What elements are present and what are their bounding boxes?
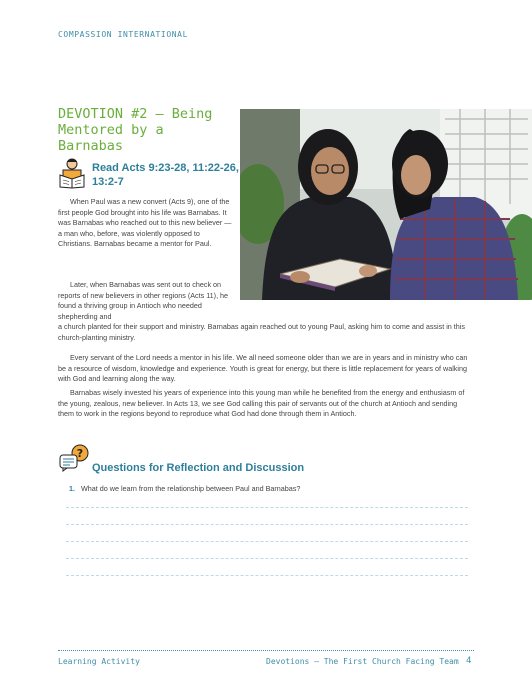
page-number: 4 [466, 656, 472, 666]
questions-title: Questions for Reflection and Discussion [92, 462, 305, 474]
answer-line[interactable] [66, 541, 468, 542]
paragraph-2: Later, when Barnabas was sent out to check on reports of new believers in other regions (Acts 11), he found a thriving group in Antioch who needed shepherding and [58, 280, 229, 321]
footer-section-label: Learning Activity [58, 657, 140, 666]
answer-line[interactable] [66, 507, 468, 508]
paragraph-1: When Paul was a new convert (Acts 9), one of the first people God brought into his life was Barnabas. It was Barnabas who reached out to this new believer — a man who, before, was violently opposed to Christians. Barnabas became a mentor for Paul. [58, 197, 232, 249]
paragraph-2-continued: a church planted for their support and ministry. Barnabas again reached out to young Paul, asking him to come and assist in this church-planting ministry. [58, 322, 465, 342]
hero-photo [240, 109, 532, 300]
reading-reference: Read Acts 9:23-28, 11:22-26, 13:2-7 [92, 162, 239, 188]
answer-line[interactable] [66, 524, 468, 525]
question-number: 1. [69, 484, 75, 493]
devotion-title: DEVOTION #2 — Being Mentored by a Barnabas [58, 106, 213, 154]
svg-text:?: ? [76, 447, 84, 460]
footer-document-title: Devotions — The First Church Facing Team [266, 657, 459, 666]
paragraph-3: Every servant of the Lord needs a mentor in his life. We all need someone older than we are in years and in ministry who can be a resource of wisdom, knowledge and experience. Youth is great for energy, but there is little replacement for years of walking with God and learning along the way. [58, 353, 468, 384]
answer-line[interactable] [66, 575, 468, 576]
question-text: What do we learn from the relationship between Paul and Barnabas? [81, 484, 301, 493]
discussion-bubbles-icon [58, 444, 90, 472]
footer-divider [58, 650, 474, 651]
header-org: COMPASSION INTERNATIONAL [58, 30, 188, 39]
question-1 [69, 484, 300, 493]
reading-person-icon [58, 157, 86, 189]
answer-line[interactable] [66, 558, 468, 559]
paragraph-4: Barnabas wisely invested his years of experience into this young man while he benefited from the energy and enthusiasm of the young, zealous, new believer. In Acts 13, we see God calling this pair of servants out of the church at Antioch and sending them to work in the regions beyond to reproduce what God had done through them in Antioch. [58, 388, 465, 419]
